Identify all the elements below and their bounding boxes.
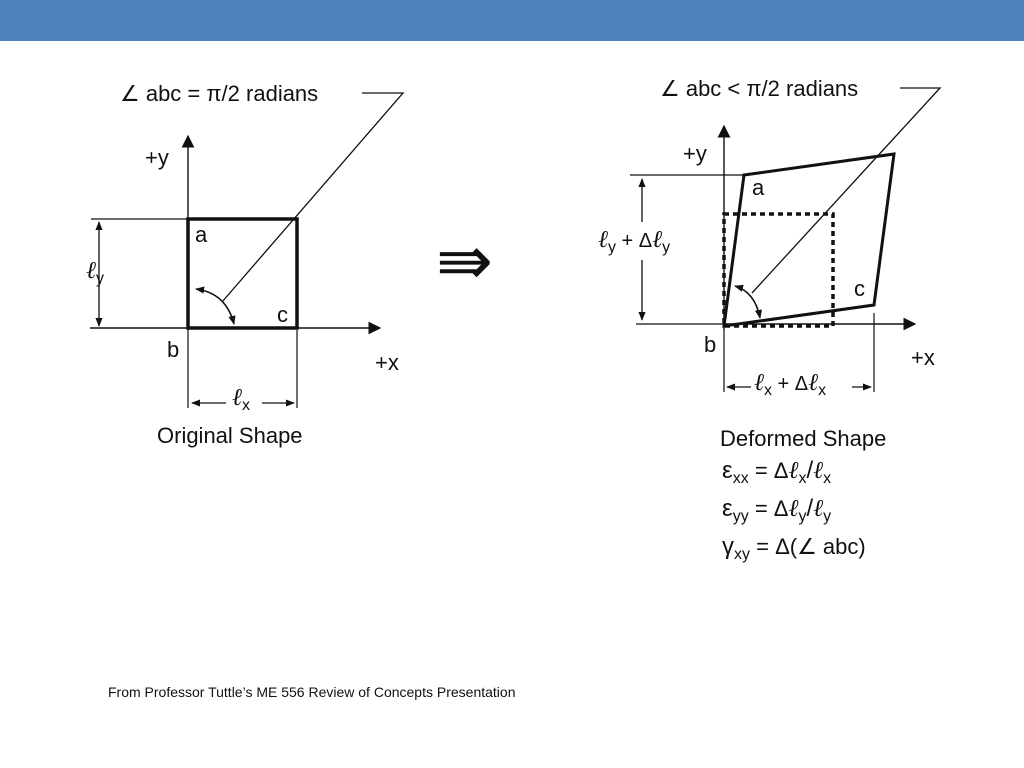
equation-epsilon-yy: $\varepsilon_{yy}$ = Δℓ$_y$/ℓ$_y$ [722,494,832,525]
source-credit: From Professor Tuttle’s ME 556 Review of Concepts Presentation [108,684,516,700]
deformed-x-axis-label: +x [911,345,935,370]
deformed-corner-b: b [704,332,717,357]
original-caption: Original Shape [157,423,303,448]
equation-gamma-xy: $\gamma_{xy}$ = Δ(∠ abc) [722,533,866,563]
original-corner-a: a [195,222,208,247]
deformed-angle-note: ∠ abc < π/2 radians [660,76,859,101]
original-ly-label: ℓ$_y$ [86,256,104,287]
deformed-shape-figure [598,76,940,563]
deformed-angle-arc [735,286,760,318]
deformed-corner-a: a [752,175,765,200]
equation-epsilon-xx: $\varepsilon_{xx}$ = Δℓ$_x$/ℓ$_x$ [722,456,832,487]
deformed-ly-label: ℓ$_y$ $^{+ \Delta}$ℓ$_y$ [598,225,671,256]
original-corner-c: c [277,302,288,327]
deformed-y-axis-label: +y [683,141,707,166]
original-y-axis-label: +y [145,145,169,170]
original-angle-note: ∠ abc = π/2 radians [120,81,319,106]
deformed-parallelogram [724,154,894,326]
original-shape-figure [86,81,403,448]
deformed-corner-c: c [854,276,865,301]
original-lx-label: ℓ$_x$ [232,383,250,414]
original-x-axis-label: +x [375,350,399,375]
implies-arrow-icon: ⇛ [436,223,493,299]
deformed-caption: Deformed Shape [720,426,887,451]
original-angle-leader [222,93,403,302]
deformed-angle-leader [752,88,940,293]
original-corner-b: b [167,337,180,362]
original-outline-dashed [724,214,833,326]
deformed-lx-label: ℓ$_x$ $^{+ \Delta}$ℓ$_x$ [754,368,827,399]
